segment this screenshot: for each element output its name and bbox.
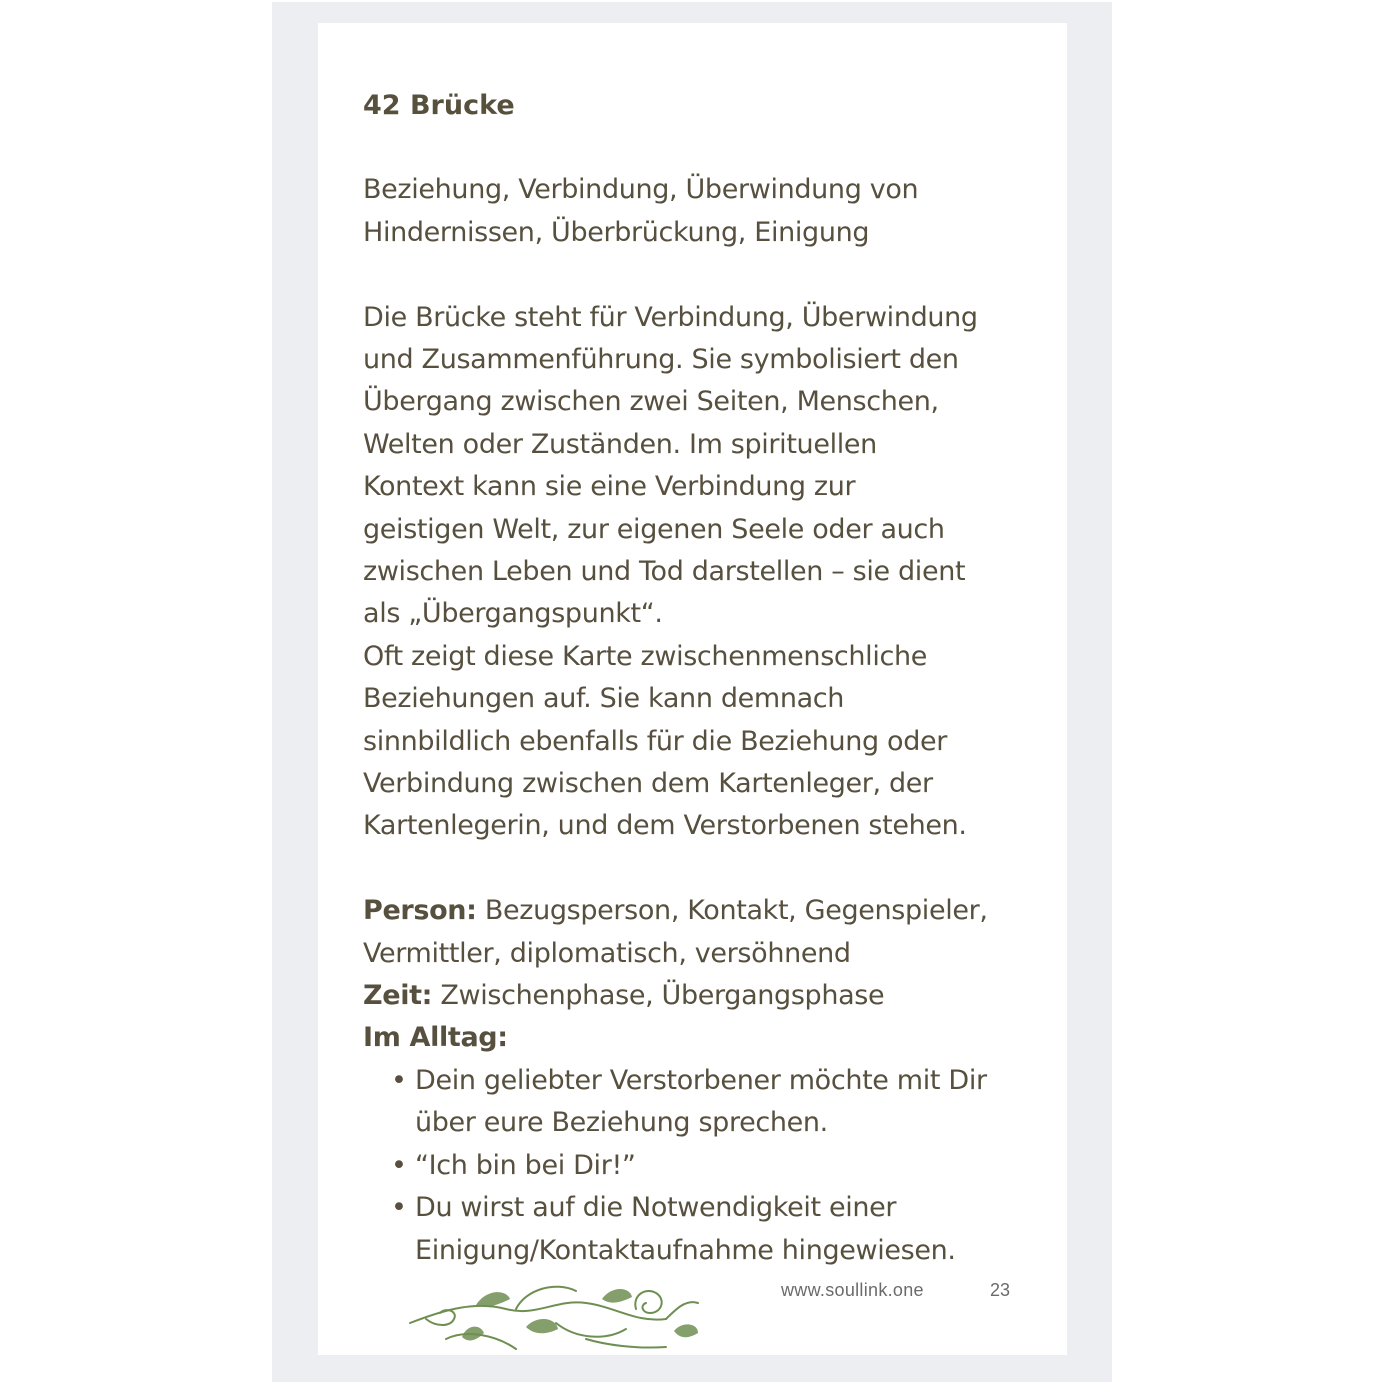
book-page xyxy=(318,23,1067,1355)
zeit-text: Zwischenphase, Übergangsphase xyxy=(440,980,885,1012)
person-text: Bezugsperson, Kontakt, Gegenspieler, Vermittler, diplomatisch, versöhnend xyxy=(363,895,988,969)
list-item-text: “Ich bin bei Dir!” xyxy=(415,1149,636,1181)
bullet-icon: • xyxy=(391,1149,407,1181)
bullet-icon: • xyxy=(391,1064,407,1096)
page-content xyxy=(363,85,1043,1272)
text-line: Verbindung zwischen dem Kartenleger, der xyxy=(363,768,933,800)
text-line: Kartenlegerin, und dem Verstorbenen stehen. xyxy=(363,810,967,842)
text-line: als „Übergangspunkt“. xyxy=(363,598,663,630)
text-line: Welten oder Zuständen. Im spirituellen xyxy=(363,428,877,460)
description-paragraph-1 xyxy=(363,297,1043,636)
footer-url: www.soullink.one xyxy=(781,1280,924,1300)
list-item-text: Dein geliebter Verstorbener möchte mit Dir über eure Beziehung sprechen. xyxy=(415,1064,987,1139)
zeit-label: Zeit: xyxy=(363,980,433,1012)
card-title: 42 Brücke xyxy=(363,90,515,121)
person-entry xyxy=(363,890,1023,975)
list-item xyxy=(391,1145,1043,1187)
text-line: Die Brücke steht für Verbindung, Überwindung xyxy=(363,301,978,333)
vine-ornament-icon xyxy=(406,1279,716,1355)
alltag-list xyxy=(363,1060,1043,1272)
alltag-label: Im Alltag: xyxy=(363,1022,508,1054)
list-item xyxy=(391,1060,995,1145)
text-line: Kontext kann sie eine Verbindung zur xyxy=(363,471,856,503)
spacer xyxy=(363,127,1043,169)
spacer xyxy=(363,848,1043,890)
text-line: zwischen Leben und Tod darstellen – sie dient xyxy=(363,556,966,588)
page-number: 23 xyxy=(990,1280,1011,1300)
person-label: Person: xyxy=(363,895,477,927)
list-item xyxy=(391,1187,1015,1272)
text-line: geistigen Welt, zur eigenen Seele oder auch xyxy=(363,513,945,545)
text-line: Beziehungen auf. Sie kann demnach xyxy=(363,683,845,715)
spacer xyxy=(363,254,1043,296)
description-paragraph-2 xyxy=(363,636,1043,848)
bullet-icon: • xyxy=(391,1192,407,1224)
list-item-text: Du wirst auf die Notwendigkeit einer Einigung/Kontaktaufnahme hingewiesen. xyxy=(415,1192,956,1266)
keywords: Beziehung, Verbindung, Überwindung von Hindernissen, Überbrückung, Einigung xyxy=(363,174,919,248)
zeit-entry xyxy=(363,975,1043,1017)
text-line: sinnbildlich ebenfalls für die Beziehung oder xyxy=(363,725,948,757)
text-line: und Zusammenführung. Sie symbolisiert den xyxy=(363,344,959,375)
text-line: Übergang zwischen zwei Seiten, Menschen, xyxy=(363,386,939,418)
text-line: Oft zeigt diese Karte zwischenmenschliche xyxy=(363,640,927,672)
